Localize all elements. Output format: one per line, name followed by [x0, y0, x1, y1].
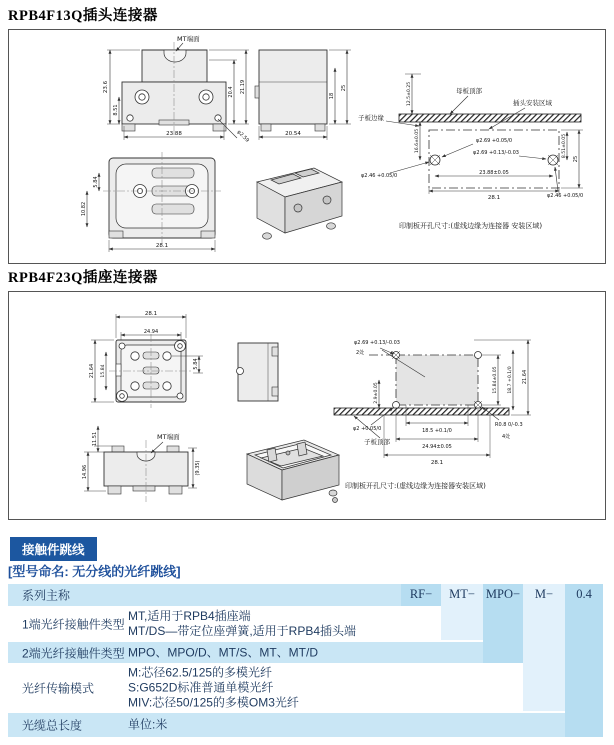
- dim-top-w1: 28.1: [144, 311, 158, 317]
- dim-hole-offset: 8.51: [113, 104, 119, 116]
- dim-hole-b: φ2.69 +0.13/-0.03: [473, 150, 519, 156]
- dim-hole-c: φ2.46 +0.05/0: [361, 173, 398, 179]
- row-content: [128, 718, 167, 733]
- dim-top-v: 5.84: [193, 358, 199, 370]
- code-mpo: MPO−: [485, 587, 521, 601]
- dim-pcb-w1: 23.88±0.05: [479, 170, 509, 176]
- dim-top-h1: 21.64: [89, 363, 95, 379]
- pcb2-caption: 印制板开孔尺寸:(虚线边缘为连接器安装区域): [345, 482, 486, 490]
- section1-title: RPB4F13Q插头连接器: [8, 8, 158, 24]
- dim-outer-height: 21.19: [240, 79, 246, 95]
- content-line: MT,适用于RPB4插座端: [128, 609, 251, 623]
- socket-drawing-box: [8, 291, 606, 520]
- dim2-radius: R0.8 0/-0.3: [495, 422, 523, 428]
- dim-corner-hole: φ2.59: [235, 129, 251, 144]
- dim-front2-v2: 14.96: [82, 464, 88, 480]
- dim2-v1: 2.9±0.05: [374, 382, 379, 404]
- plug-side-view: [255, 50, 351, 140]
- dim-side-h2: 25: [341, 84, 347, 92]
- content-line: MIV:芯径50/125的多模OM3光纤: [128, 695, 299, 710]
- code-rf: RF−: [409, 587, 433, 601]
- dim-hole-d: φ2.46 +0.05/0: [547, 193, 584, 199]
- dim-side-width: 20.54: [285, 131, 301, 137]
- plug-pcb-cutout-drawing: [358, 74, 583, 230]
- dim-front-width: 23.88: [166, 131, 182, 137]
- row-label: 系列主称: [22, 588, 71, 603]
- dim-pcb-w2: 28.1: [487, 195, 501, 201]
- plug-bottom-view: [81, 152, 221, 252]
- dim-top-h2: 15.84: [101, 364, 106, 378]
- dim-bottom-v2: 10.82: [81, 201, 87, 217]
- mount-area-label: 插头安装区域: [513, 99, 552, 107]
- row-label: 光纤传输模式: [22, 681, 95, 696]
- dim2-r2: 18.7 +0.1/0: [508, 366, 513, 394]
- stripe-m: [523, 584, 565, 711]
- dim2-w1: 18.5 +0.1/0: [422, 428, 452, 434]
- plug-drawing-box: [8, 29, 606, 264]
- content-line: 单位:米: [128, 717, 168, 732]
- naming-table: [8, 584, 603, 737]
- board-edge-label: 子板边缘: [358, 114, 384, 122]
- dim-hole-a: φ2.69 +0.05/0: [475, 138, 513, 144]
- mt-face-label-2: MT端面: [157, 433, 180, 441]
- stripe-04: [565, 584, 603, 737]
- socket-top-view: [89, 311, 203, 408]
- dim-pcb-r1: 8.51±0.05: [562, 133, 567, 159]
- dim2-hole-b: φ2 +0.05/0: [353, 426, 382, 432]
- section2-title: RPB4F23Q插座连接器: [8, 270, 158, 286]
- dim-inner-height: 20.4: [228, 86, 234, 98]
- dim-pcb-r2: 25: [573, 155, 579, 163]
- board-top-label: 子板顶部: [364, 438, 390, 446]
- table-row-fiber-mode: [8, 665, 603, 711]
- dim2-places2: 2处: [356, 350, 365, 356]
- row-content: [128, 609, 356, 639]
- dim2-w3: 28.1: [430, 460, 444, 466]
- dim-pcb-left-v: 16.6±0.05: [415, 128, 420, 154]
- row-content: [128, 666, 299, 711]
- dim-front-height: 23.6: [103, 80, 109, 94]
- plug-isometric-view: [257, 168, 342, 239]
- socket-drawings: [9, 292, 603, 517]
- dim2-w2: 24.94±0.05: [422, 444, 452, 450]
- content-line: S:G652D标准普通单模光纤: [128, 680, 274, 695]
- pcb-caption: 印制板开孔尺寸:(虚线边缘为连接器 安装区域): [399, 222, 543, 230]
- dim2-r3: 21.64: [522, 369, 528, 385]
- row-label: 2端光纤接触件类型: [22, 646, 125, 660]
- content-line: MT/DS—带定位座弹簧,适用于RPB4插头端: [128, 624, 357, 638]
- code-length: 0.4: [576, 587, 592, 601]
- plug-front-view: [103, 34, 250, 144]
- table-row-cable-length: [8, 713, 603, 737]
- dim2-r1: 15.84±0.05: [493, 366, 498, 394]
- row-label: 光缆总长度: [22, 718, 83, 733]
- dim-bottom-v1: 5.84: [93, 176, 99, 188]
- dim2-places4: 4处: [502, 434, 511, 440]
- row-content: [128, 645, 318, 660]
- code-mt: MT−: [449, 587, 475, 601]
- plug-drawings: [9, 30, 603, 261]
- socket-isometric-view: [247, 440, 339, 503]
- content-line: MPO、MPO/D、MT/S、MT、MT/D: [128, 645, 318, 659]
- socket-side-view: [237, 343, 279, 401]
- model-naming-line: [型号命名: 无分线的光纤跳线]: [8, 564, 181, 579]
- row-label: 1端光纤接触件类型: [22, 617, 125, 632]
- motherboard-top-label: 母板顶部: [456, 87, 482, 95]
- dim-top-w2: 24.94: [143, 329, 159, 335]
- dim-bottom-width: 28.1: [155, 243, 169, 249]
- mt-face-label: MT端面: [177, 35, 200, 43]
- dim-side-h1: 18: [329, 92, 335, 100]
- dim-front2-v1: 11.51: [92, 431, 98, 447]
- dim-pcb-top-offset: 12.5±0.25: [407, 81, 412, 107]
- socket-front-view: [82, 426, 201, 502]
- dim-front2-v3: (9.35): [195, 460, 201, 476]
- content-line: M:芯径62.5/125的多模光纤: [128, 665, 273, 680]
- socket-pcb-cutout-drawing: [334, 340, 531, 490]
- dim2-hole-a: φ2.69 +0.13/-0.03: [354, 340, 400, 346]
- jumper-badge: 接触件跳线: [10, 537, 97, 561]
- code-m: M−: [534, 587, 554, 601]
